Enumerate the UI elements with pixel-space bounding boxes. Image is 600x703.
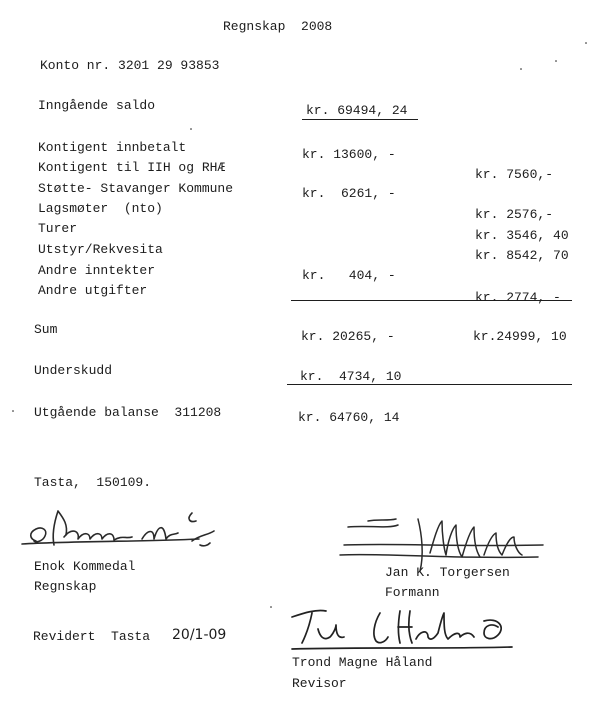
row-label: Utstyr/Rekvesita (38, 242, 163, 257)
row-label: Andre utgifter (38, 283, 148, 298)
row-expense: kr. 3546, 40 (475, 228, 569, 243)
scan-speck (555, 60, 557, 62)
scan-speck (190, 128, 192, 130)
row-label: Støtte- Stavanger Kommune (38, 181, 234, 196)
chair-role: Formann (385, 585, 440, 600)
row-expense: kr. 2774, - (475, 290, 561, 305)
row-income: kr. 404, - (302, 268, 396, 283)
closing-balance-amount: kr. 64760, 14 (298, 410, 400, 425)
auditor-name: Trond Magne Håland (292, 655, 433, 670)
deficit-amount: kr. 4734, 10 (300, 369, 402, 384)
account-number: Konto nr. 3201 29 93853 (40, 58, 220, 73)
row-label: Turer (38, 221, 78, 236)
deficit-rule (287, 384, 572, 385)
row-income: kr. 6261, - (302, 186, 396, 201)
accountant-role: Regnskap (34, 579, 97, 594)
scan-speck (585, 42, 587, 44)
sum-label: Sum (34, 322, 58, 337)
audit-note-date: 20/1-09 (172, 627, 227, 643)
accountant-name: Enok Kommedal (34, 559, 136, 574)
row-expense: kr. 7560,- (475, 167, 554, 182)
scan-speck (12, 410, 14, 412)
chair-name: Jan K. Torgersen (385, 565, 510, 580)
sum-expense: kr.24999, 10 (473, 329, 567, 344)
opening-balance-underline (302, 119, 418, 120)
row-label: Kontigent innbetalt (38, 140, 187, 155)
document-title: Regnskap 2008 (223, 19, 333, 34)
deficit-label: Underskudd (34, 363, 113, 378)
row-income: kr. 13600, - (302, 147, 396, 162)
sum-income: kr. 20265, - (301, 329, 395, 344)
row-expense: kr. 8542, 70 (475, 248, 569, 263)
signature-auditor (288, 603, 518, 655)
scan-speck (270, 606, 272, 608)
opening-balance-amount: kr. 69494, 24 (306, 103, 408, 118)
opening-balance-label: Inngående saldo (38, 98, 156, 113)
signature-accountant (14, 505, 219, 560)
closing-balance-label: Utgående balanse 311208 (34, 405, 222, 420)
scan-speck (520, 68, 522, 70)
place-date: Tasta, 150109. (34, 475, 152, 490)
row-expense: kr. 2576,- (475, 207, 554, 222)
row-label: Kontigent til IIH og RHÆ (38, 160, 226, 175)
audit-note-label: Revidert Tasta (33, 629, 151, 644)
row-label: Andre inntekter (38, 263, 156, 278)
auditor-role: Revisor (292, 676, 347, 691)
row-label: Lagsmøter (nto) (38, 201, 163, 216)
